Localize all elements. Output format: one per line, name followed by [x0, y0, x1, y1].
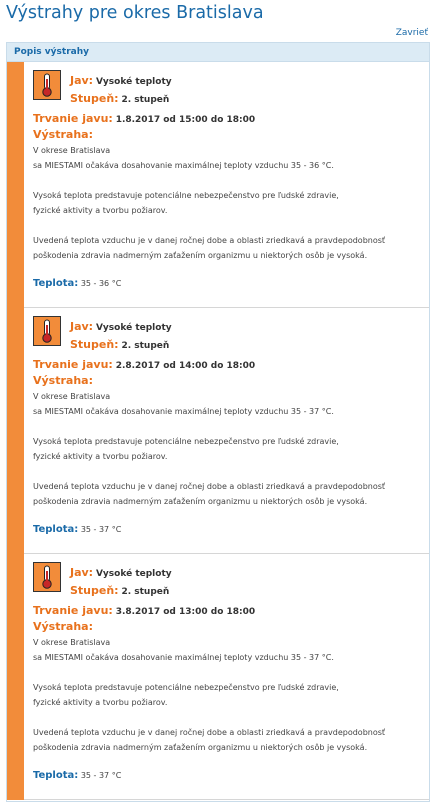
warning-text-line: Vysoká teplota predstavuje potenciálne nebezpečenstvo pre ľudské zdravie, [33, 683, 339, 692]
phenomenon-row [70, 566, 172, 579]
duration-value: 1.8.2017 od 15:00 do 18:00 [115, 115, 256, 125]
temperature-value: 35 - 37 °C [80, 525, 122, 534]
warning-label: Výstraha: [33, 374, 93, 387]
warning-body [33, 111, 423, 289]
duration-row [33, 603, 423, 619]
level-value: 2. stupeň [121, 341, 170, 351]
warning-item [7, 554, 429, 800]
warning-text-line: fyzické aktivity a tvorbu požiarov. [33, 698, 168, 707]
warning-text-line: V okrese Bratislava [33, 392, 111, 401]
temperature-value: 35 - 37 °C [80, 771, 122, 780]
duration-value: 3.8.2017 od 13:00 do 18:00 [115, 607, 256, 617]
phenomenon-value: Vysoké teploty [95, 569, 172, 579]
panel-header: Popis výstrahy [7, 43, 429, 62]
temperature-label: Teplota: [33, 524, 79, 535]
warning-text-line: fyzické aktivity a tvorbu požiarov. [33, 452, 168, 461]
level-label: Stupeň: [70, 338, 119, 351]
duration-label: Trvanie javu: [33, 358, 113, 371]
temperature-row [33, 278, 423, 289]
level-value: 2. stupeň [121, 95, 170, 105]
warning-text-line: sa MIESTAMI očakáva dosahovanie maximálnej teploty vzduchu 35 - 36 °C. [33, 161, 334, 170]
level-row [70, 92, 169, 105]
phenomenon-row [70, 320, 172, 333]
phenomenon-row [70, 74, 172, 87]
warning-text-line: Uvedená teplota vzduchu je v danej ročnej dobe a oblasti zriedkavá a pravdepodobnosť [33, 482, 386, 491]
level-label: Stupeň: [70, 92, 119, 105]
warning-text-line: Uvedená teplota vzduchu je v danej ročnej dobe a oblasti zriedkavá a pravdepodobnosť [33, 728, 386, 737]
warning-label: Výstraha: [33, 128, 93, 141]
warning-text-line: Vysoká teplota predstavuje potenciálne nebezpečenstvo pre ľudské zdravie, [33, 437, 339, 446]
level-value: 2. stupeň [121, 587, 170, 597]
warning-text-line: Vysoká teplota predstavuje potenciálne nebezpečenstvo pre ľudské zdravie, [33, 191, 339, 200]
level-label: Stupeň: [70, 584, 119, 597]
warning-text-line: poškodenia zdravia nadmerným zaťažením organizmu u niektorých osôb je vysoká. [33, 743, 368, 752]
warning-text-line: poškodenia zdravia nadmerným zaťažením organizmu u niektorých osôb je vysoká. [33, 251, 368, 260]
warning-item [7, 62, 429, 308]
warning-text-line: fyzické aktivity a tvorbu požiarov. [33, 206, 168, 215]
warning-text-line: sa MIESTAMI očakáva dosahovanie maximálnej teploty vzduchu 35 - 37 °C. [33, 653, 334, 662]
warning-text-line: V okrese Bratislava [33, 146, 111, 155]
phenomenon-value: Vysoké teploty [95, 77, 172, 87]
thermometer-icon [33, 70, 61, 100]
warning-text-line: V okrese Bratislava [33, 638, 111, 647]
duration-value: 2.8.2017 od 14:00 do 18:00 [115, 361, 256, 371]
warning-text-line: Uvedená teplota vzduchu je v danej ročnej dobe a oblasti zriedkavá a pravdepodobnosť [33, 236, 386, 245]
close-link[interactable]: Zavrieť [395, 28, 428, 38]
level-row [70, 338, 169, 351]
page-title: Výstrahy pre okres Bratislava [6, 3, 264, 23]
warning-label: Výstraha: [33, 620, 93, 633]
duration-row [33, 357, 423, 373]
warning-item [7, 308, 429, 554]
warnings-panel [6, 42, 430, 802]
temperature-label: Teplota: [33, 770, 79, 781]
temperature-label: Teplota: [33, 278, 79, 289]
phenomenon-label: Jav: [70, 74, 94, 87]
temperature-row [33, 770, 423, 781]
temperature-value: 35 - 36 °C [80, 279, 122, 288]
duration-label: Trvanie javu: [33, 604, 113, 617]
warning-body [33, 603, 423, 781]
duration-label: Trvanie javu: [33, 112, 113, 125]
duration-row [33, 111, 423, 127]
temperature-row [33, 524, 423, 535]
phenomenon-label: Jav: [70, 566, 94, 579]
phenomenon-label: Jav: [70, 320, 94, 333]
warning-body [33, 357, 423, 535]
thermometer-icon [33, 562, 61, 592]
level-row [70, 584, 169, 597]
thermometer-icon [33, 316, 61, 346]
phenomenon-value: Vysoké teploty [95, 323, 172, 333]
warning-text-line: sa MIESTAMI očakáva dosahovanie maximálnej teploty vzduchu 35 - 37 °C. [33, 407, 334, 416]
warning-text-line: poškodenia zdravia nadmerným zaťažením organizmu u niektorých osôb je vysoká. [33, 497, 368, 506]
